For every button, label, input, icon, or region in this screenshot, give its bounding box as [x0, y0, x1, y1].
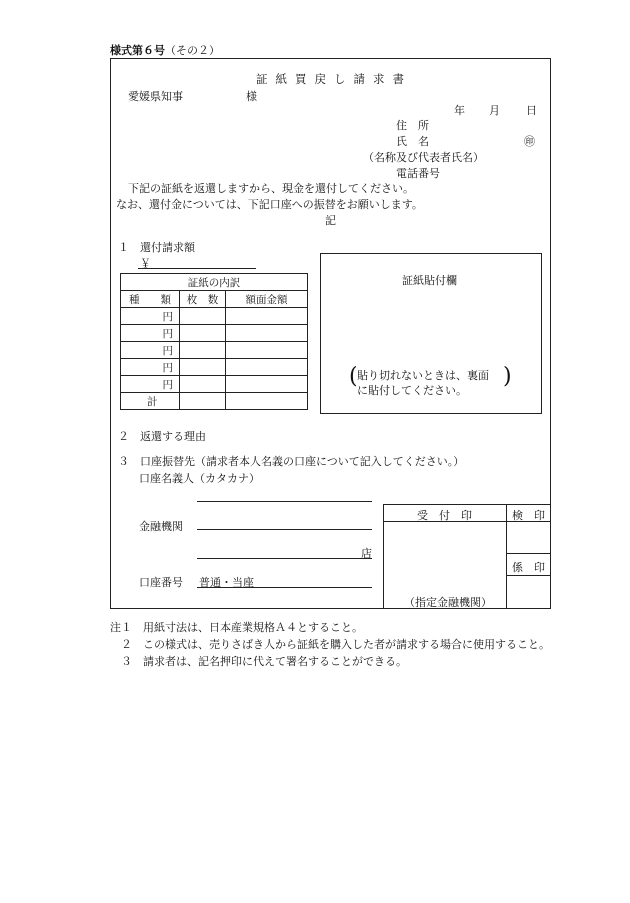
- form-title: 証紙買戻し請求書: [256, 72, 412, 86]
- table-row: [121, 359, 308, 376]
- note-1: 注１ 用紙寸法は、日本産業規格Ａ４とすること。: [110, 621, 363, 634]
- yen-sign: ￥: [140, 257, 151, 270]
- table-row: [121, 376, 308, 393]
- note-2: ２ この様式は、売りさばき人から証紙を購入した者が請求する場合に使用すること。: [110, 638, 550, 651]
- col-type-header: 種 類: [121, 291, 180, 308]
- table-title: 証紙の内訳: [121, 274, 308, 291]
- holder-underline[interactable]: [197, 501, 372, 502]
- inspection-label: 検 印: [512, 509, 545, 522]
- count-cell[interactable]: [180, 308, 226, 325]
- left-paren-icon: (: [349, 364, 358, 389]
- amount-cell[interactable]: [226, 342, 308, 359]
- section-1-label: １ 還付請求額: [118, 241, 195, 254]
- count-cell[interactable]: [180, 325, 226, 342]
- account-holder-label: 口座名義人（カタカナ）: [139, 472, 260, 485]
- amount-cell[interactable]: [226, 308, 308, 325]
- account-number-label: 口座番号: [139, 576, 183, 589]
- stamp-breakdown-table: [120, 273, 308, 410]
- date-month: 月: [489, 104, 500, 117]
- col-amount-header: 額面金額: [226, 291, 308, 308]
- section-3-label: ３ 口座振替先（請求者本人名義の口座について記入してください。）: [118, 455, 465, 468]
- reception-stamp-label: 受 付 印: [417, 509, 472, 522]
- row-unit: 円: [121, 308, 180, 325]
- form-number-sub: （その２）: [165, 44, 220, 57]
- ki-mark: 記: [325, 214, 336, 227]
- amount-underline: [138, 268, 256, 269]
- addressee-name: 愛媛県知事: [128, 90, 183, 103]
- addressee-honorific: 様: [246, 90, 257, 103]
- total-label: 計: [121, 393, 180, 410]
- stamp-note-line-1: 貼り切れないときは、裏面: [357, 369, 489, 382]
- seal-mark: ㊞: [524, 135, 535, 148]
- body-line-1: 下記の証紙を返還しますから、現金を還付してください。: [128, 182, 414, 195]
- date-year: 年: [454, 104, 465, 117]
- table-row: [121, 325, 308, 342]
- applicant-phone-label: 電話番号: [396, 167, 440, 180]
- branch-underline[interactable]: [197, 558, 372, 559]
- amount-cell[interactable]: [226, 325, 308, 342]
- count-cell[interactable]: [180, 359, 226, 376]
- amount-cell[interactable]: [226, 359, 308, 376]
- row-unit: 円: [121, 325, 180, 342]
- row-unit: 円: [121, 342, 180, 359]
- account-type: 普通・当座: [199, 576, 254, 589]
- applicant-address-label: 住 所: [396, 119, 429, 132]
- form-number-label: 様式第６号: [110, 44, 165, 57]
- amount-cell[interactable]: [226, 393, 308, 410]
- amount-cell[interactable]: [226, 376, 308, 393]
- count-cell[interactable]: [180, 376, 226, 393]
- row-unit: 円: [121, 376, 180, 393]
- row-unit: 円: [121, 359, 180, 376]
- designated-bank-label: （指定金融機関）: [404, 596, 492, 609]
- date-day: 日: [526, 104, 537, 117]
- section-2-label: ２ 返還する理由: [118, 430, 206, 443]
- bank-underline[interactable]: [197, 529, 372, 530]
- note-3: ３ 請求者は、記名押印に代えて署名することができる。: [110, 655, 407, 668]
- bank-label: 金融機関: [139, 520, 183, 533]
- clerk-top-line: [506, 553, 551, 554]
- applicant-name-note: （名称及び代表者氏名）: [363, 151, 484, 164]
- stamp-area-title: 証紙貼付欄: [402, 274, 457, 287]
- right-paren-icon: ): [503, 364, 512, 389]
- table-row: [121, 393, 308, 410]
- applicant-name-label: 氏 名: [396, 135, 429, 148]
- body-line-2: なお、還付金については、下記口座への振替をお願いします。: [116, 198, 423, 211]
- col-count-header: 枚 数: [180, 291, 226, 308]
- branch-label: 店: [361, 547, 372, 560]
- count-cell[interactable]: [180, 393, 226, 410]
- stamp-note-line-2: に貼付してください。: [357, 384, 467, 397]
- form-number: [110, 42, 220, 58]
- clerk-label: 係 印: [512, 561, 545, 574]
- count-cell[interactable]: [180, 342, 226, 359]
- table-row: [121, 342, 308, 359]
- account-number-underline[interactable]: [197, 587, 372, 588]
- clerk-header-line: [506, 575, 551, 576]
- table-row: [121, 308, 308, 325]
